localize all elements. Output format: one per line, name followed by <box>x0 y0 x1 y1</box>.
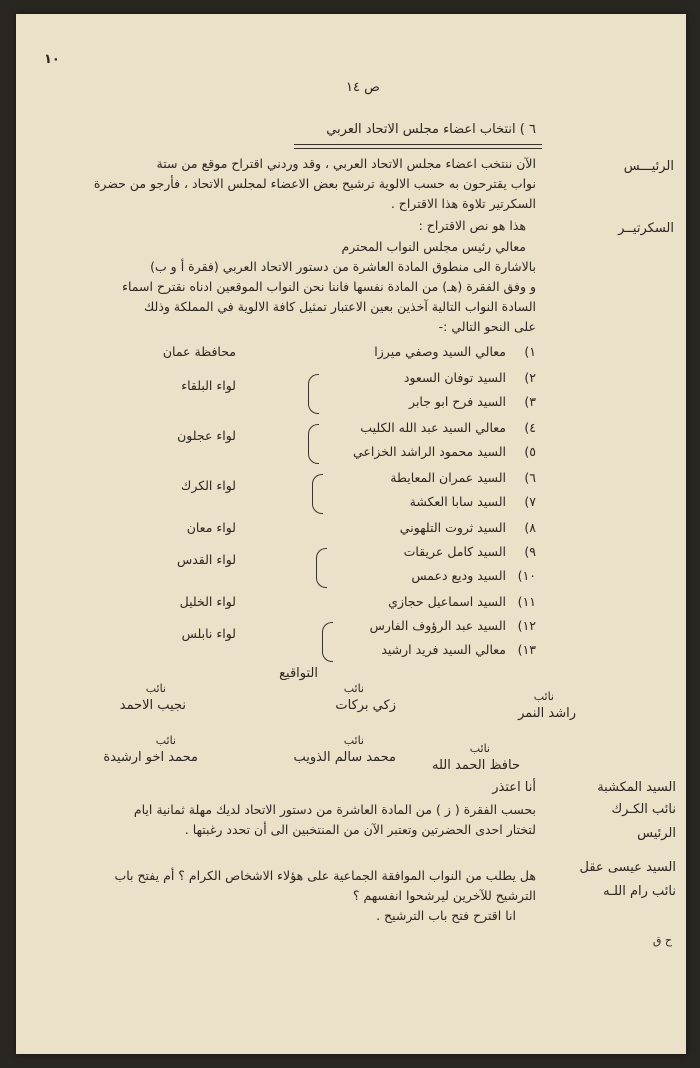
brace-karak <box>312 474 323 514</box>
nominee-10: ١٠) <box>517 568 536 583</box>
nominee-6-name: السيد عمران المعايطة <box>390 470 506 485</box>
nominee-12: ١٢) <box>517 618 536 633</box>
speaker-president-2: الرئيس <box>637 826 676 841</box>
nominee-13-name: معالي السيد فريد ارشيد <box>381 642 506 657</box>
page-corner-mark: ١٠ <box>44 52 60 67</box>
issa-line-1: هل يطلب من النواب الموافقة الجماعية على هؤلاء الاشخاص الكرام ؟ أم يفتح باب <box>114 868 536 883</box>
nominee-2: ٢) <box>524 370 536 385</box>
nominee-2-name: السيد توفان السعود <box>403 370 506 385</box>
nominee-1: ١) <box>524 344 536 359</box>
speaker-secretary: السكرتيــر <box>618 221 674 236</box>
kashkasha-line: أنا اعتذر <box>492 780 536 795</box>
region-1: محافظة عمان <box>162 344 236 359</box>
brace-quds <box>316 548 327 588</box>
deputy-label-2: نائب <box>343 682 364 695</box>
nominee-3: ٣) <box>524 394 536 409</box>
signature-1: راشد النمر <box>518 706 576 721</box>
nominee-7-name: السيد سابا العكشة <box>409 494 506 509</box>
region-8: لواء نابلس <box>181 626 236 641</box>
nominee-7: ٧) <box>524 494 536 509</box>
speaker-issa: السيد عيسى عقل <box>579 860 676 875</box>
president-line-2: نواب يقترحون به حسب الالوية ترشيح بعض الاعضاء لمجلس الاتحاد ، فأرجو من حضرة <box>93 176 536 191</box>
title-underline <box>294 144 542 145</box>
signature-5: محمد سالم الذويب <box>293 750 396 765</box>
footer-mark: ح ق <box>652 934 672 947</box>
nominee-5: ٥) <box>524 444 536 459</box>
president-line-3: السكرتير تلاوة هذا الاقتراح . <box>390 196 536 211</box>
deputy-label-5: نائب <box>343 734 364 747</box>
secretary-line-5: السادة النواب التالية آخذين بعين الاعتبار تمثيل كافة الالوية في المملكة وذلك <box>144 299 536 314</box>
secretary-line-3: بالاشارة الى منطوق المادة العاشرة من دستور الاتحاد العربي (فقرة أ و ب) <box>150 259 536 274</box>
nominee-1-name: معالي السيد وصفي ميرزا <box>374 344 506 359</box>
section-title: ٦ ) انتخاب اعضاء مجلس الاتحاد العربي <box>326 122 536 137</box>
nominee-5-name: السيد محمود الراشد الخزاعي <box>353 444 506 459</box>
deputy-label-4: نائب <box>469 742 490 755</box>
speaker-kashkasha: السيد المكشبة <box>597 780 676 795</box>
document-page <box>16 14 686 1054</box>
brace-balqa <box>308 374 319 414</box>
deputy-label-3: نائب <box>145 682 166 695</box>
signature-4: حافظ الحمد الله <box>432 758 520 773</box>
nominee-8: ٨) <box>524 520 536 535</box>
region-4: لواء الكرك <box>181 478 236 493</box>
region-5: لواء معان <box>186 520 236 535</box>
nominee-12-name: السيد عبد الرؤوف الفارس <box>369 618 506 633</box>
title-underline-2 <box>294 148 542 149</box>
nominee-4-name: معالي السيد عبد الله الكليب <box>360 420 506 435</box>
signature-6: محمد اخو ارشيدة <box>103 750 198 765</box>
nominee-9: ٩) <box>524 544 536 559</box>
nominee-8-name: السيد ثروت التلهوني <box>399 520 506 535</box>
nominee-6: ٦) <box>524 470 536 485</box>
secretary-line-1: هذا هو نص الاقتراح : <box>418 218 526 233</box>
signatures-heading: التواقيع <box>279 666 318 681</box>
deputy-label-1: نائب <box>533 690 554 703</box>
nominee-9-name: السيد كامل عريقات <box>403 544 506 559</box>
president-line-1: الآن ننتخب اعضاء مجلس الاتحاد العربي ، وقد وردني اقتراح موقع من ستة <box>156 156 536 171</box>
speaker-ramallah-deputy: نائب رام اللـه <box>603 884 676 899</box>
nominee-11-name: السيد اسماعيل حجازي <box>388 594 506 609</box>
president2-line-2: لتختار احدى الحضرتين وتعتبر الآن من المنتخبين الى أن تحدد رغبتها . <box>184 822 536 837</box>
nominee-4: ٤) <box>524 420 536 435</box>
nominee-11: ١١) <box>517 594 536 609</box>
region-3: لواء عجلون <box>177 428 236 443</box>
page-number: ص ١٤ <box>346 80 380 95</box>
region-7: لواء الخليل <box>179 594 236 609</box>
brace-nablus <box>322 622 333 662</box>
secretary-line-4: و وفق الفقرة (هـ) من المادة نفسها فاننا نحن النواب الموقعين ادناه نقترح اسماء <box>122 279 536 294</box>
deputy-label-6: نائب <box>155 734 176 747</box>
signature-3: نجيب الاحمد <box>119 698 186 713</box>
secretary-line-2: معالي رئيس مجلس النواب المحترم <box>341 239 526 254</box>
brace-ajloun <box>308 424 319 464</box>
region-6: لواء القدس <box>176 552 236 567</box>
issa-line-2: الترشيح للآخرين ليرشحوا انفسهم ؟ <box>352 888 536 903</box>
nominee-13: ١٣) <box>517 642 536 657</box>
nominee-3-name: السيد فرح ابو جابر <box>409 394 506 409</box>
signature-2: زكي بركات <box>335 698 396 713</box>
issa-line-3: انا اقترح فتح باب الترشيح . <box>376 908 516 923</box>
speaker-president: الرئيـــس <box>623 159 674 174</box>
president2-line-1: بحسب الفقرة ( ز ) من المادة العاشرة من دستور الاتحاد لديك مهلة ثمانية ايام <box>133 802 536 817</box>
nominee-10-name: السيد وديع دعمس <box>411 568 506 583</box>
region-2: لواء البلقاء <box>181 378 236 393</box>
speaker-karak-deputy: نائب الكـرك <box>611 802 676 817</box>
secretary-line-6: على النحو التالي :- <box>438 319 536 334</box>
